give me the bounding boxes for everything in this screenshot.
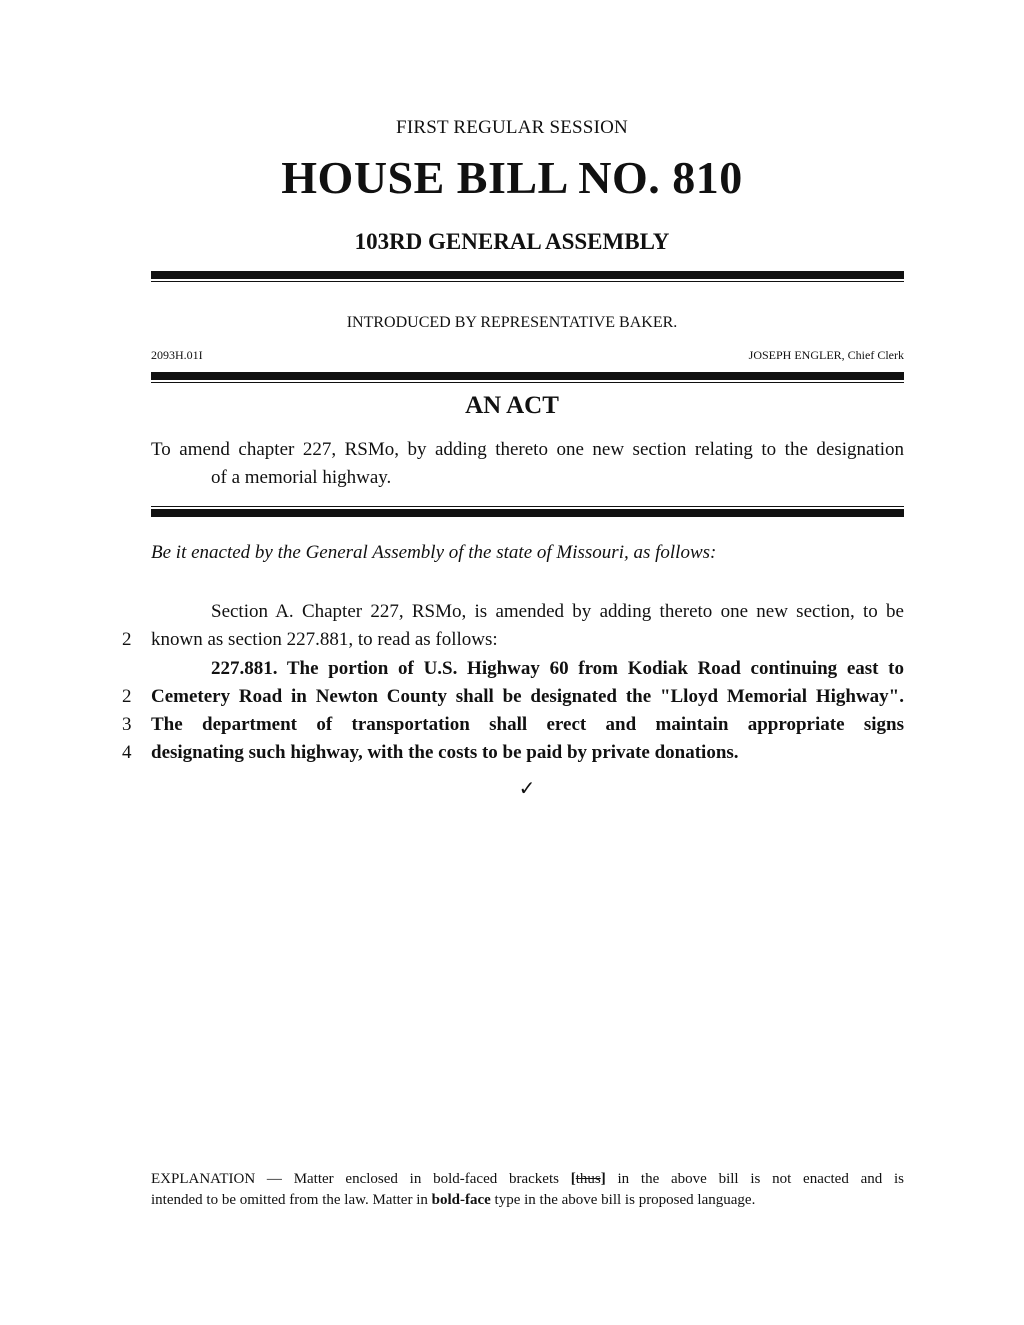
session-label: FIRST REGULAR SESSION	[396, 117, 628, 138]
line-number: 2	[122, 686, 132, 707]
checkmark-icon: ✓	[518, 778, 536, 800]
line-number: 3	[122, 714, 132, 735]
explanation-line-2	[151, 1190, 904, 1211]
line-number: 2	[122, 629, 132, 650]
explanation-label: EXPLANATION —	[151, 1171, 282, 1187]
enacting-clause: Be it enacted by the General Assembly of the state of Missouri, as follows:	[151, 542, 717, 563]
clerk-rule-thin	[151, 382, 904, 383]
bill-number-title: HOUSE BILL NO. 810	[281, 152, 743, 203]
explanation-text: Matter enclosed in bold-faced brackets	[293, 1171, 559, 1187]
line-number: 4	[122, 742, 132, 763]
header-rule-thick	[151, 271, 904, 279]
introduced-by: INTRODUCED BY REPRESENTATIVE BAKER.	[346, 314, 678, 331]
act-heading: AN ACT	[465, 392, 559, 419]
explanation-line-1	[151, 1169, 904, 1190]
act-rule-thick	[151, 509, 904, 517]
section-227-881-line-4: designating such highway, with the costs to be paid by private donations.	[151, 742, 739, 763]
section-a-line-1: Section A. Chapter 227, RSMo, is amended by adding thereto one new section, to be	[211, 601, 904, 622]
section-227-881-line-2: Cemetery Road in Newton County shall be designated the "Lloyd Memorial Highway".	[151, 686, 904, 707]
act-rule-thin	[151, 506, 904, 507]
clerk-rule-thick	[151, 372, 904, 380]
explanation-text: in the above bill is not enacted and is	[617, 1171, 905, 1187]
bill-code: 2093H.01I	[151, 348, 203, 362]
bracket-close: ]	[600, 1171, 606, 1187]
explanation-text: type in the above bill is proposed language.	[494, 1192, 756, 1208]
bracket-open: [	[570, 1171, 576, 1187]
struck-word: thus	[575, 1171, 601, 1187]
act-title-line-1: To amend chapter 227, RSMo, by adding thereto one new section relating to the designation	[151, 439, 904, 460]
bold-face-word: bold-face	[431, 1192, 491, 1208]
section-227-881-line-1: 227.881. The portion of U.S. Highway 60 from Kodiak Road continuing east to	[211, 658, 904, 679]
section-227-881-line-3: The department of transportation shall erect and maintain appropriate signs	[151, 714, 904, 735]
explanation-note	[151, 1169, 904, 1211]
section-a-line-2: known as section 227.881, to read as follows:	[151, 629, 498, 650]
explanation-text: intended to be omitted from the law. Matter in	[151, 1192, 428, 1208]
chief-clerk: JOSEPH ENGLER, Chief Clerk	[748, 348, 904, 362]
header-rule-thin	[151, 281, 904, 282]
general-assembly-label: 103RD GENERAL ASSEMBLY	[354, 229, 670, 254]
act-title-line-2: of a memorial highway.	[211, 467, 392, 488]
